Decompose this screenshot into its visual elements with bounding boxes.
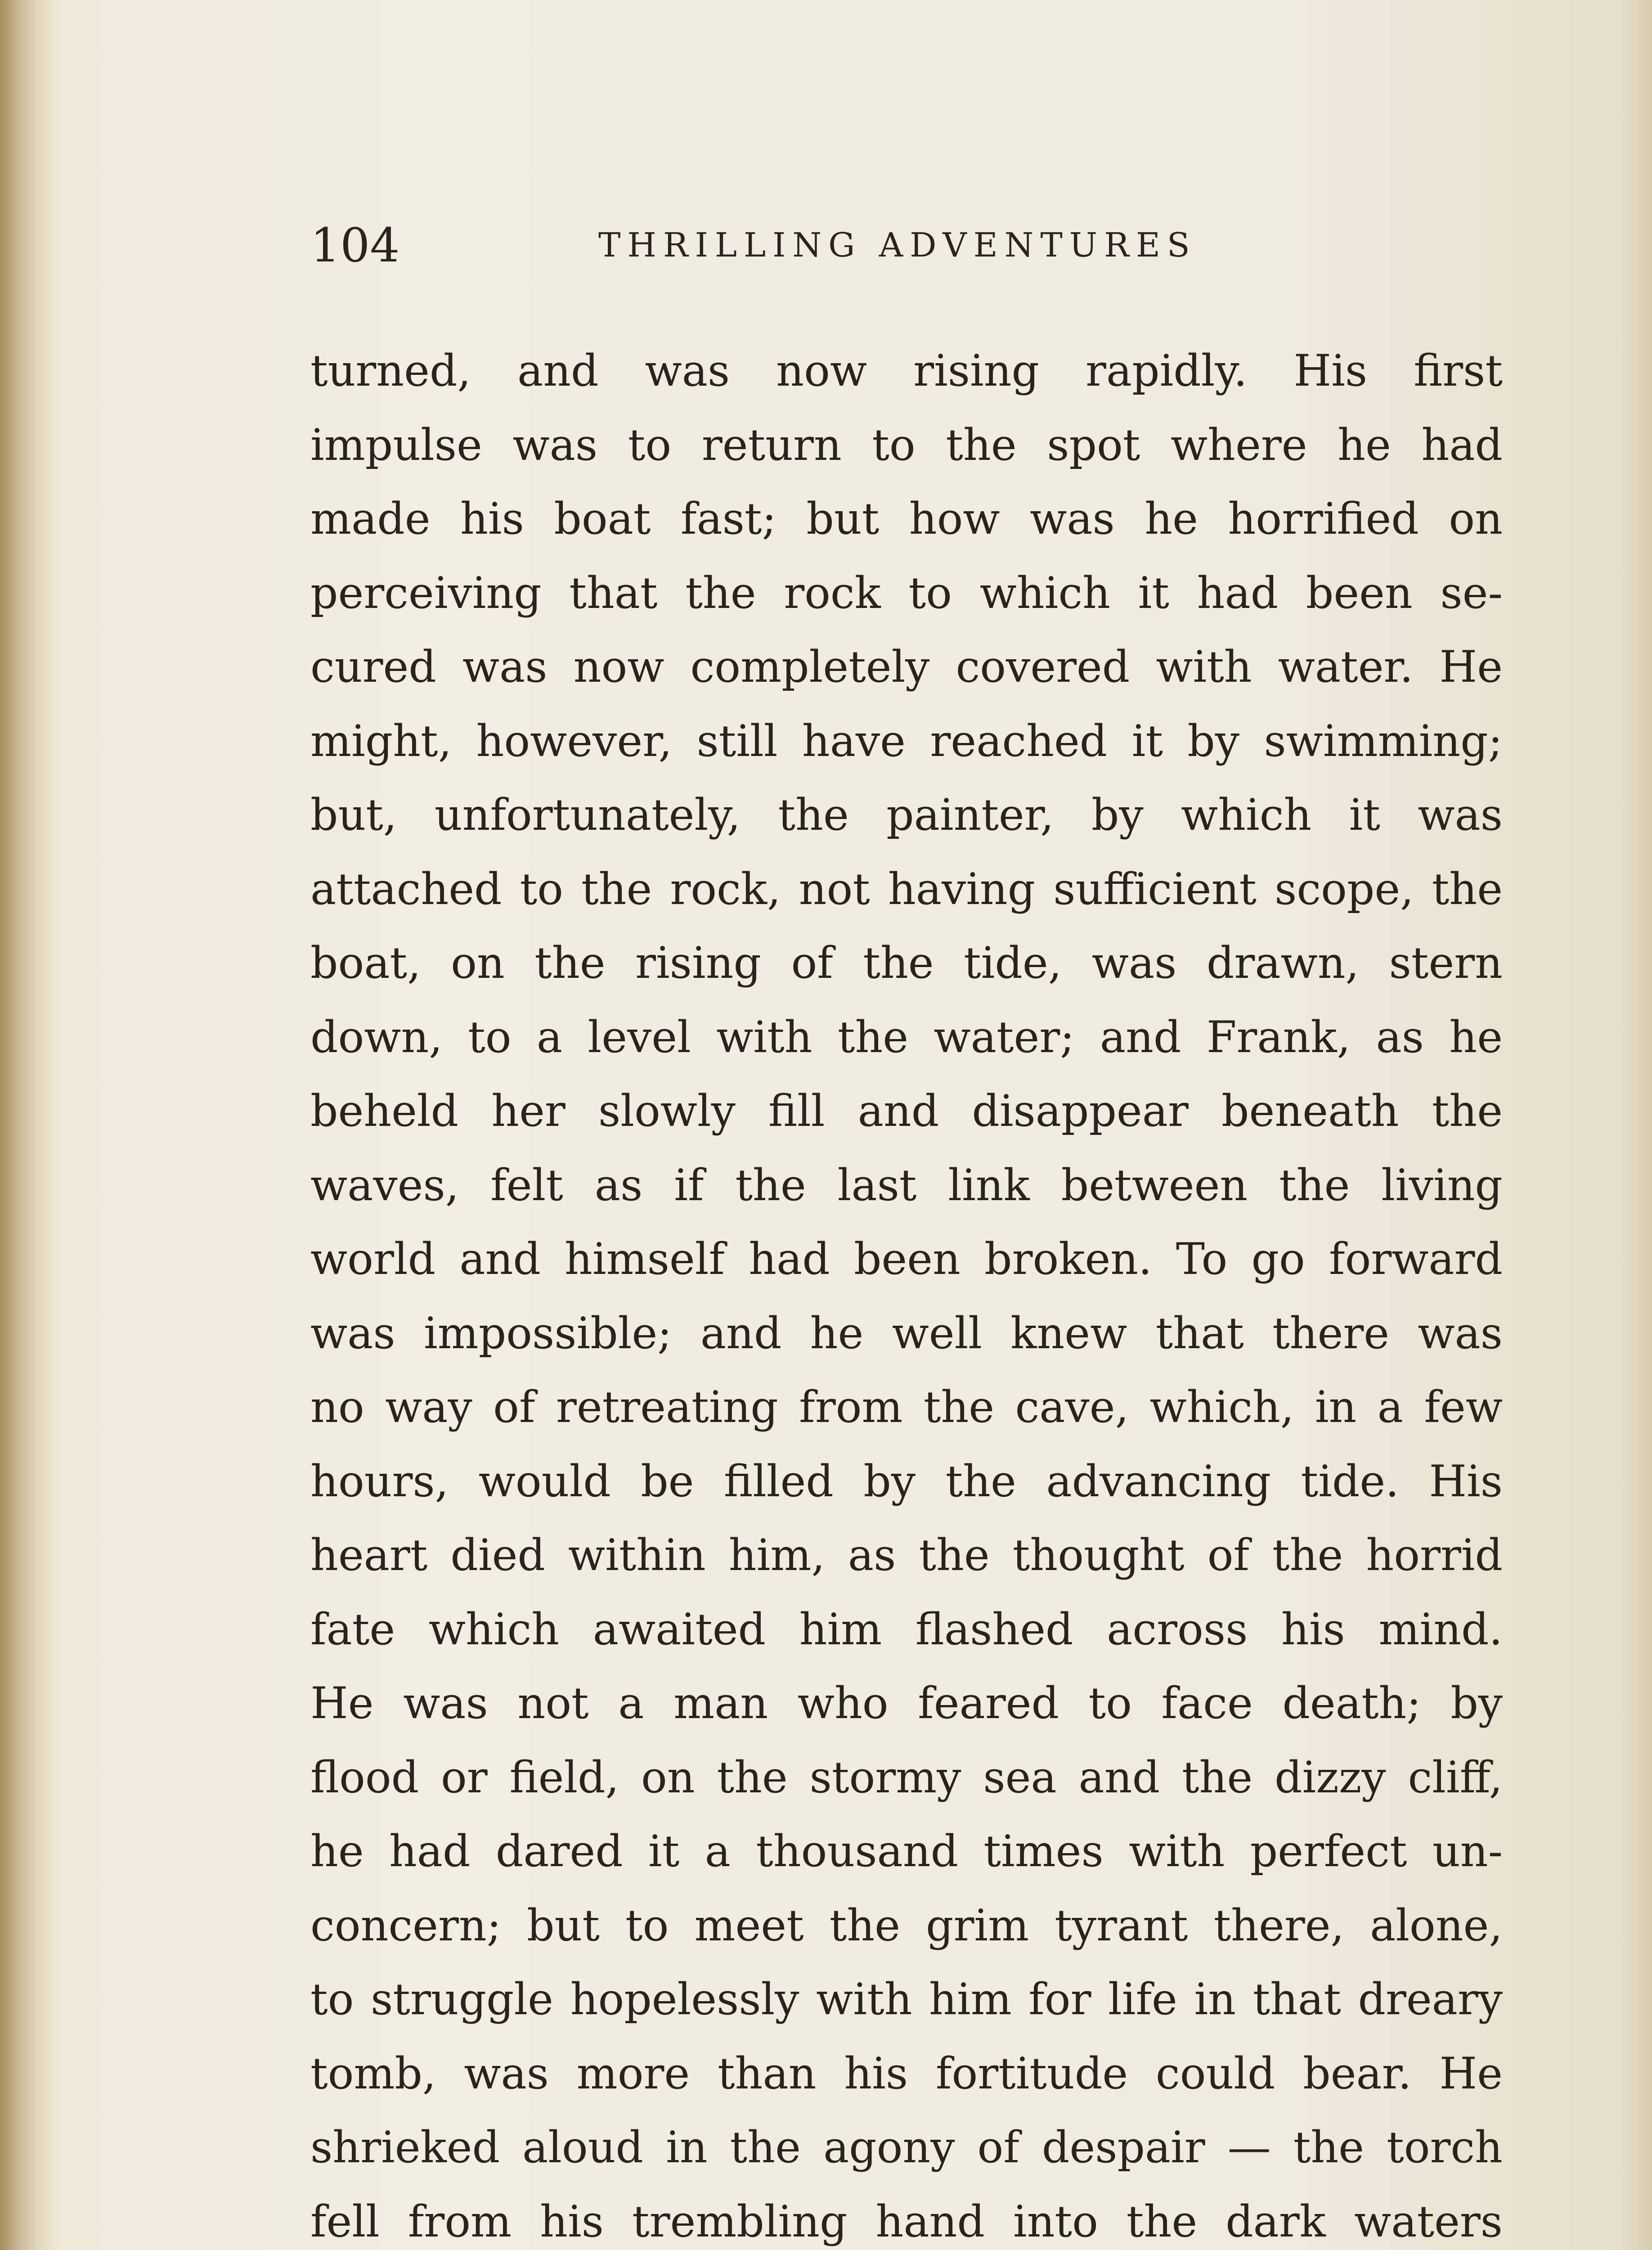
text-line: turned, and was now rising rapidly. His first (310, 346, 1503, 396)
text-line: was impossible; and he well knew that there was (310, 1308, 1503, 1359)
page-number: 104 (310, 218, 400, 273)
spine-shadow (0, 0, 54, 2250)
text-line: to struggle hopelessly with him for life in that dreary (310, 1974, 1503, 2025)
text-line: fell from his trembling hand into the dark waters (310, 2196, 1503, 2247)
text-line: flood or field, on the stormy sea and the dizzy cliff, (310, 1752, 1503, 1803)
text-line: concern; but to meet the grim tyrant there, alone, (310, 1900, 1503, 1951)
body-text (310, 334, 1503, 2250)
text-line: waves, felt as if the last link between the living (310, 1160, 1503, 1210)
running-head: THRILLING ADVENTURES (598, 226, 1197, 265)
text-line: might, however, still have reached it by swimming; (310, 716, 1503, 766)
text-line: attached to the rock, not having sufficient scope, the (310, 864, 1503, 914)
text-line: perceiving that the rock to which it had been se- (310, 567, 1503, 618)
page-header (310, 212, 1503, 279)
text-line: but, unfortunately, the painter, by which it was (310, 790, 1503, 840)
text-line: shrieked aloud in the agony of despair — the torch (310, 2122, 1503, 2173)
text-line: down, to a level with the water; and Frank, as he (310, 1012, 1503, 1062)
text-line: boat, on the rising of the tide, was drawn, stern (310, 938, 1503, 988)
text-line: he had dared it a thousand times with perfect un- (310, 1826, 1503, 1876)
text-line: heart died within him, as the thought of the horrid (310, 1530, 1503, 1580)
text-line: hours, would be filled by the advancing tide. His (310, 1456, 1503, 1507)
text-line: He was not a man who feared to face death; by (310, 1678, 1503, 1728)
text-line: made his boat fast; but how was he horrified on (310, 494, 1503, 544)
text-line: no way of retreating from the cave, which, in a few (310, 1382, 1503, 1432)
text-line: beheld her slowly fill and disappear beneath the (310, 1086, 1503, 1136)
text-line: impulse was to return to the spot where he had (310, 419, 1503, 470)
text-line: world and himself had been broken. To go forward (310, 1234, 1503, 1284)
text-line: cured was now completely covered with water. He (310, 642, 1503, 692)
text-line: tomb, was more than his fortitude could bear. He (310, 2048, 1503, 2099)
text-line: fate which awaited him flashed across his mind. (310, 1604, 1503, 1655)
